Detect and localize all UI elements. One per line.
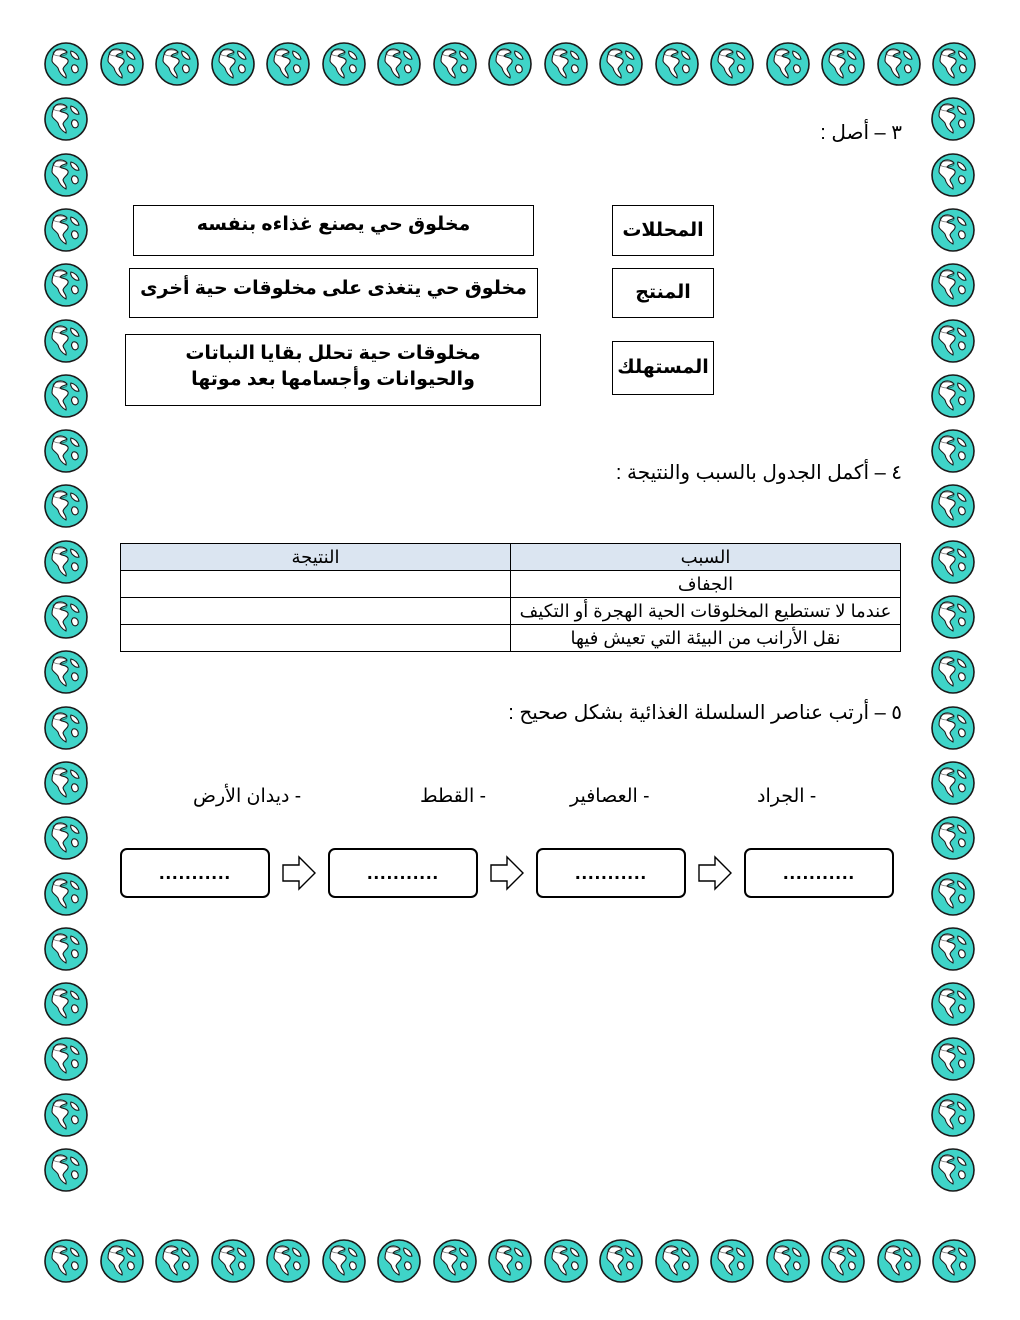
q4-title: ٤ – أكمل الجدول بالسبب والنتيجة : [615, 462, 902, 484]
globe-icon [43, 539, 89, 585]
globe-icon [43, 760, 89, 806]
globe-icon [99, 1238, 145, 1284]
result-cell[interactable] [121, 598, 511, 625]
globe-icon [43, 318, 89, 364]
globe-icon [43, 981, 89, 1027]
globe-icon [931, 41, 977, 87]
arrow-right-icon [698, 855, 732, 891]
header-cause: السبب [511, 544, 901, 571]
table-row [121, 571, 901, 598]
q5-title: ٥ – أرتب عناصر السلسلة الغذائية بشكل صحيح : [508, 702, 902, 724]
globe-icon [376, 1238, 422, 1284]
globe-icon [930, 1036, 976, 1082]
globe-icon [210, 1238, 256, 1284]
globe-icon [930, 981, 976, 1027]
globe-icon [487, 1238, 533, 1284]
chain-blank-3[interactable]: ........... [328, 848, 478, 898]
globe-icon [930, 207, 976, 253]
globe-icon [210, 41, 256, 87]
globe-icon [930, 815, 976, 861]
globe-icon [487, 41, 533, 87]
globe-icon [43, 926, 89, 972]
globe-icon [43, 96, 89, 142]
chain-item-earthworms: - ديدان الأرض [193, 786, 302, 807]
term-decomposers: المحللات [612, 205, 714, 256]
globe-icon [43, 483, 89, 529]
globe-icon [154, 41, 200, 87]
term-producer: المنتج [612, 268, 714, 318]
definition-3: مخلوقات حية تحلل بقايا النباتات والحيوانات وأجسامها بعد موتها [125, 334, 541, 406]
result-cell[interactable] [121, 571, 511, 598]
chain-blank-4[interactable]: ........... [120, 848, 270, 898]
cause-effect-table [120, 543, 901, 652]
globe-icon [43, 1147, 89, 1193]
globe-icon [930, 428, 976, 474]
globe-icon [376, 41, 422, 87]
globe-icon [930, 705, 976, 751]
globe-icon [43, 1238, 89, 1284]
chain-blank-2[interactable]: ........... [536, 848, 686, 898]
globe-icon [765, 1238, 811, 1284]
globe-icon [43, 262, 89, 308]
globe-icon [265, 41, 311, 87]
globe-icon [765, 41, 811, 87]
globe-icon [265, 1238, 311, 1284]
globe-icon [43, 1036, 89, 1082]
globe-icon [930, 649, 976, 695]
globe-icon [654, 1238, 700, 1284]
cause-cell: نقل الأرانب من البيئة التي تعيش فيها [511, 625, 901, 652]
globe-icon [930, 760, 976, 806]
globe-icon [43, 1092, 89, 1138]
globe-icon [930, 152, 976, 198]
globe-icon [154, 1238, 200, 1284]
globe-icon [820, 41, 866, 87]
arrow-right-icon [282, 855, 316, 891]
globe-icon [598, 41, 644, 87]
globe-icon [43, 815, 89, 861]
globe-icon [876, 1238, 922, 1284]
globe-icon [43, 373, 89, 419]
globe-icon [930, 926, 976, 972]
globe-icon [99, 41, 145, 87]
globe-icon [930, 1092, 976, 1138]
q3-title: ٣ – أصل : [820, 122, 902, 144]
globe-icon [876, 41, 922, 87]
globe-icon [930, 318, 976, 364]
globe-icon [43, 428, 89, 474]
cause-cell: الجفاف [511, 571, 901, 598]
header-result: النتيجة [121, 544, 511, 571]
chain-item-cats: - القطط [420, 786, 486, 807]
globe-icon [820, 1238, 866, 1284]
table-header-row [121, 544, 901, 571]
globe-icon [930, 539, 976, 585]
table-row [121, 598, 901, 625]
globe-icon [930, 262, 976, 308]
chain-item-sparrows: - العصافير [570, 786, 650, 807]
globe-icon [432, 1238, 478, 1284]
globe-icon [930, 594, 976, 640]
globe-icon [930, 483, 976, 529]
globe-icon [930, 1147, 976, 1193]
globe-icon [654, 41, 700, 87]
globe-icon [709, 41, 755, 87]
globe-icon [543, 41, 589, 87]
term-consumer: المستهلك [612, 341, 714, 395]
globe-icon [930, 96, 976, 142]
globe-icon [321, 1238, 367, 1284]
globe-icon [930, 871, 976, 917]
globe-icon [43, 207, 89, 253]
globe-icon [321, 41, 367, 87]
arrow-right-icon [490, 855, 524, 891]
chain-blank-1[interactable]: ........... [744, 848, 894, 898]
result-cell[interactable] [121, 625, 511, 652]
globe-icon [598, 1238, 644, 1284]
globe-icon [930, 373, 976, 419]
globe-icon [43, 594, 89, 640]
globe-icon [709, 1238, 755, 1284]
globe-icon [543, 1238, 589, 1284]
cause-cell: عندما لا تستطيع المخلوقات الحية الهجرة أو التكيف [511, 598, 901, 625]
globe-icon [43, 649, 89, 695]
globe-icon [43, 871, 89, 917]
table-row [121, 625, 901, 652]
definition-2: مخلوق حي يتغذى على مخلوقات حية أخرى [129, 268, 538, 318]
globe-icon [931, 1238, 977, 1284]
chain-item-locusts: - الجراد [757, 786, 817, 807]
globe-icon [43, 41, 89, 87]
globe-icon [43, 152, 89, 198]
globe-icon [432, 41, 478, 87]
globe-icon [43, 705, 89, 751]
definition-1: مخلوق حي يصنع غذاءه بنفسه [133, 205, 534, 256]
